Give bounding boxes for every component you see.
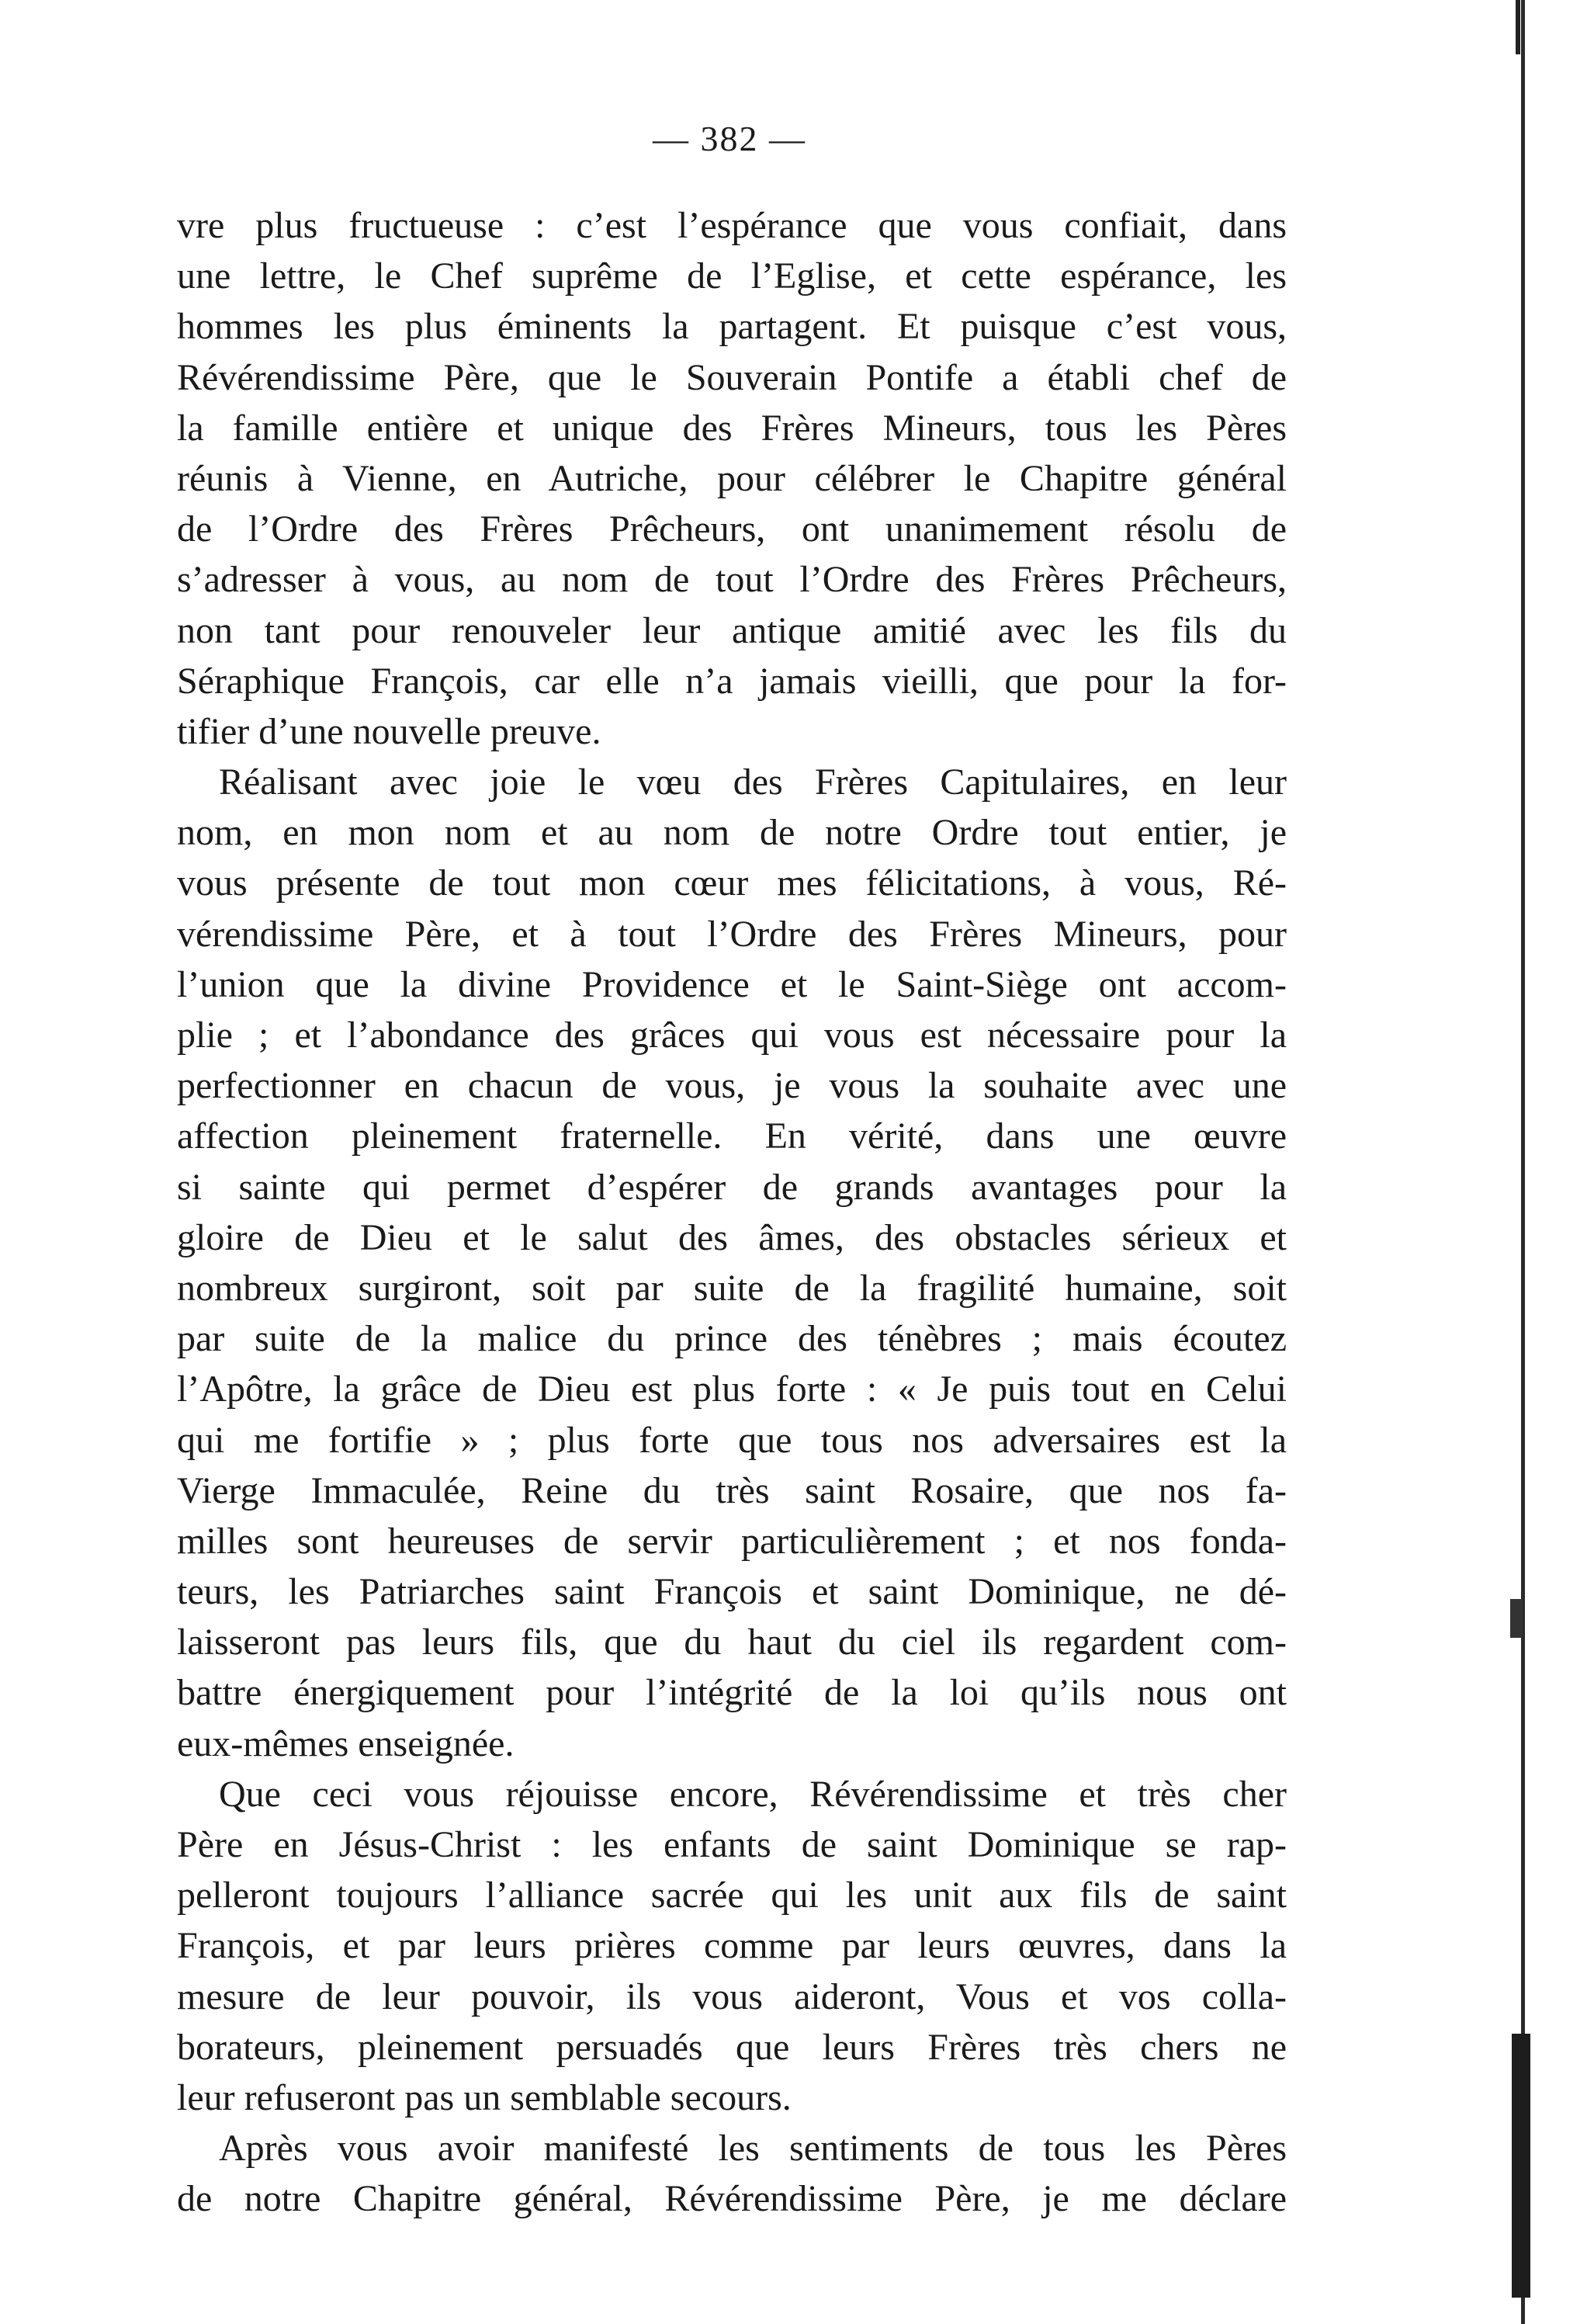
- body-text: [177, 200, 1287, 2225]
- text-line: gloire de Dieu et le salut des âmes, des obstacles sérieux et: [177, 1216, 1287, 1258]
- text-line: la famille entière et unique des Frères Mineurs, tous les Pères: [177, 407, 1287, 449]
- text-line: Révérendissime Père, que le Souverain Pontife a établi chef de: [177, 356, 1287, 398]
- text-line: Vierge Immaculée, Reine du très saint Rosaire, que nos fa-: [177, 1469, 1287, 1511]
- text-line: hommes les plus éminents la partagent. Et puisque c’est vous,: [177, 306, 1287, 348]
- text-line: l’Apôtre, la grâce de Dieu est plus forte : « Je puis tout en Celui: [177, 1368, 1287, 1410]
- text-line: Que ceci vous réjouisse encore, Révérendissime et très cher: [219, 1773, 1287, 1815]
- text-line: perfectionner en chacun de vous, je vous la souhaite avec une: [177, 1065, 1287, 1107]
- text-line: une lettre, le Chef suprême de l’Eglise, et cette espérance, les: [177, 255, 1287, 297]
- text-line: teurs, les Patriarches saint François et saint Dominique, ne dé-: [177, 1571, 1287, 1613]
- text-line: vous présente de tout mon cœur mes félicitations, à vous, Ré-: [177, 862, 1287, 904]
- text-line: François, et par leurs prières comme par leurs œuvres, dans la: [177, 1925, 1287, 1967]
- page-edge-mark: [1516, 0, 1520, 54]
- text-line: mesure de leur pouvoir, ils vous aideront, Vous et vos colla-: [177, 1975, 1287, 2017]
- page-edge-rule: [1521, 0, 1525, 2324]
- text-line: réunis à Vienne, en Autriche, pour célébrer le Chapitre général: [177, 457, 1287, 499]
- text-line: battre énergiquement pour l’intégrité de la loi qu’ils nous ont: [177, 1672, 1287, 1714]
- page-number: — 382 —: [653, 119, 806, 158]
- text-line: non tant pour renouveler leur antique amitié avec les fils du: [177, 609, 1287, 651]
- text-line: plie ; et l’abondance des grâces qui vous est nécessaire pour la: [177, 1015, 1287, 1056]
- text-line: milles sont heureuses de servir particulièrement ; et nos fonda-: [177, 1520, 1287, 1562]
- text-line: de l’Ordre des Frères Prêcheurs, ont unanimement résolu de: [177, 508, 1287, 550]
- text-line: leur refuseront pas un semblable secours.: [177, 2076, 792, 2118]
- text-line: vérendissime Père, et à tout l’Ordre des Frères Mineurs, pour: [177, 913, 1287, 955]
- text-line: qui me fortifie » ; plus forte que tous nos adversaires est la: [177, 1419, 1287, 1461]
- text-line: vre plus fructueuse : c’est l’espérance que vous confiait, dans: [177, 205, 1287, 246]
- text-line: eux-mêmes enseignée.: [177, 1722, 515, 1764]
- text-line: par suite de la malice du prince des ténèbres ; mais écoutez: [177, 1318, 1287, 1360]
- text-line: laisseront pas leurs fils, que du haut du ciel ils regardent com-: [177, 1622, 1287, 1663]
- text-line: s’adresser à vous, au nom de tout l’Ordre des Frères Prêcheurs,: [177, 559, 1287, 601]
- text-line: borateurs, pleinement persuadés que leurs Frères très chers ne: [177, 2026, 1287, 2068]
- page-edge-shadow: [1512, 2034, 1530, 2298]
- text-line: Réalisant avec joie le vœu des Frères Capitulaires, en leur: [219, 761, 1287, 803]
- text-line: nom, en mon nom et au nom de notre Ordre tout entier, je: [177, 812, 1287, 854]
- text-line: pelleront toujours l’alliance sacrée qui les unit aux fils de saint: [177, 1875, 1287, 1916]
- text-line: l’union que la divine Providence et le Saint-Siège ont accom-: [177, 963, 1287, 1005]
- text-line: Après vous avoir manifesté les sentiments de tous les Pères: [219, 2128, 1287, 2170]
- page-edge-tick: [1510, 1599, 1523, 1638]
- text-line: de notre Chapitre général, Révérendissime Père, je me déclare: [177, 2178, 1287, 2220]
- text-line: Père en Jésus-Christ : les enfants de saint Dominique se rap-: [177, 1824, 1287, 1865]
- text-line: affection pleinement fraternelle. En vérité, dans une œuvre: [177, 1115, 1287, 1157]
- text-line: Séraphique François, car elle n’a jamais vieilli, que pour la for-: [177, 660, 1287, 702]
- text-line: tifier d’une nouvelle preuve.: [177, 710, 601, 752]
- text-line: nombreux surgiront, soit par suite de la fragilité humaine, soit: [177, 1267, 1287, 1309]
- text-line: si sainte qui permet d’espérer de grands avantages pour la: [177, 1166, 1287, 1208]
